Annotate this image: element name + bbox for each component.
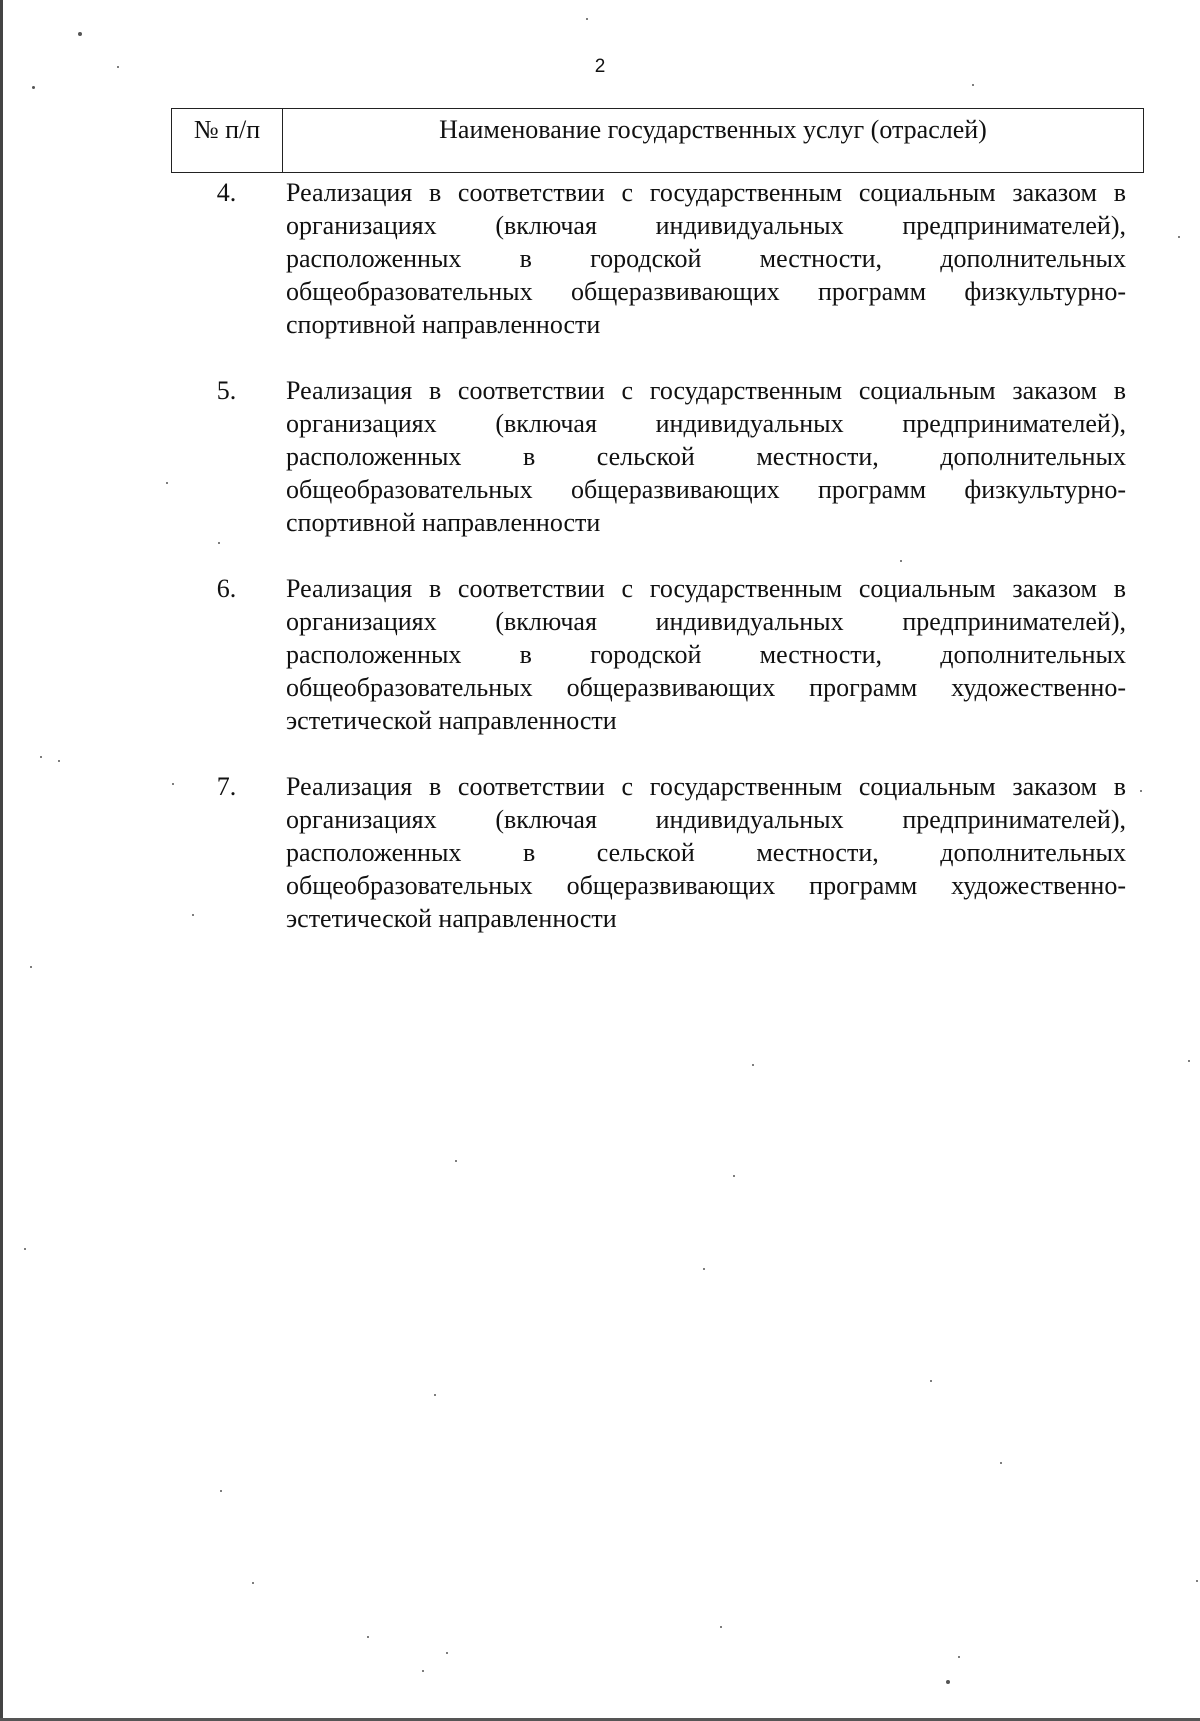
row-number: 7. bbox=[216, 772, 237, 801]
scan-speck bbox=[446, 1652, 448, 1654]
table-row bbox=[171, 176, 1144, 341]
scan-speck bbox=[1140, 790, 1142, 792]
column-header-name: Наименование государственных услуг (отраслей) bbox=[439, 115, 987, 144]
row-number: 6. bbox=[216, 574, 237, 603]
scan-speck bbox=[958, 1656, 960, 1658]
scan-speck bbox=[30, 966, 32, 968]
row-service-name: Реализация в соответствии с государственным социальным заказом в организациях (включая индивидуальных предпринимателей), расположенных в городской местности, дополнительных общеобразовательных общеразвивающих программ художественно-эстетической направленности bbox=[286, 574, 1126, 735]
scan-speck bbox=[900, 560, 902, 562]
scan-speck bbox=[24, 1248, 26, 1250]
table-row bbox=[171, 770, 1144, 935]
scan-speck bbox=[972, 84, 974, 86]
scan-speck bbox=[434, 1394, 436, 1396]
scan-speck bbox=[703, 1268, 705, 1270]
scan-speck bbox=[1196, 1580, 1198, 1582]
scan-speck bbox=[192, 914, 194, 916]
scan-speck bbox=[422, 1670, 424, 1672]
scan-speck bbox=[78, 32, 82, 36]
scan-speck bbox=[733, 1175, 735, 1177]
scan-speck bbox=[752, 1064, 754, 1066]
scan-speck bbox=[586, 18, 588, 20]
scan-speck bbox=[220, 1490, 222, 1492]
row-service-name: Реализация в соответствии с государственным социальным заказом в организациях (включая индивидуальных предпринимателей), расположенных в городской местности, дополнительных общеобразовательных общеразвивающих программ физкультурно-спортивной направленности bbox=[286, 178, 1126, 339]
scan-speck bbox=[252, 1582, 254, 1584]
scan-speck bbox=[166, 482, 168, 484]
scan-speck bbox=[58, 760, 60, 762]
table-body bbox=[171, 176, 1144, 968]
scan-speck bbox=[32, 86, 35, 89]
scan-speck bbox=[117, 66, 119, 68]
table-row bbox=[171, 374, 1144, 539]
scan-speck bbox=[930, 1380, 932, 1382]
scan-speck bbox=[1188, 1060, 1190, 1062]
scan-left-edge bbox=[0, 0, 3, 1721]
scan-speck bbox=[218, 542, 220, 544]
table-row bbox=[171, 572, 1144, 737]
scan-speck bbox=[720, 1626, 722, 1628]
scan-speck bbox=[172, 783, 174, 785]
row-service-name: Реализация в соответствии с государственным социальным заказом в организациях (включая индивидуальных предпринимателей), расположенных в сельской местности, дополнительных общеобразовательных общеразвивающих программ художественно-эстетической направленности bbox=[286, 772, 1126, 933]
page-number: 2 bbox=[594, 56, 606, 77]
row-service-name: Реализация в соответствии с государственным социальным заказом в организациях (включая индивидуальных предпринимателей), расположенных в сельской местности, дополнительных общеобразовательных общеразвивающих программ физкультурно-спортивной направленности bbox=[286, 376, 1126, 537]
row-number: 5. bbox=[216, 376, 237, 405]
scan-speck bbox=[946, 1680, 950, 1684]
row-number: 4. bbox=[216, 178, 237, 207]
column-header-number: № п/п bbox=[172, 109, 283, 172]
table-header-row bbox=[171, 108, 1144, 173]
scan-speck bbox=[455, 1160, 457, 1162]
scan-speck bbox=[367, 1636, 369, 1638]
scan-speck bbox=[1178, 236, 1180, 238]
scan-speck bbox=[40, 756, 42, 758]
scan-speck bbox=[1000, 1462, 1002, 1464]
